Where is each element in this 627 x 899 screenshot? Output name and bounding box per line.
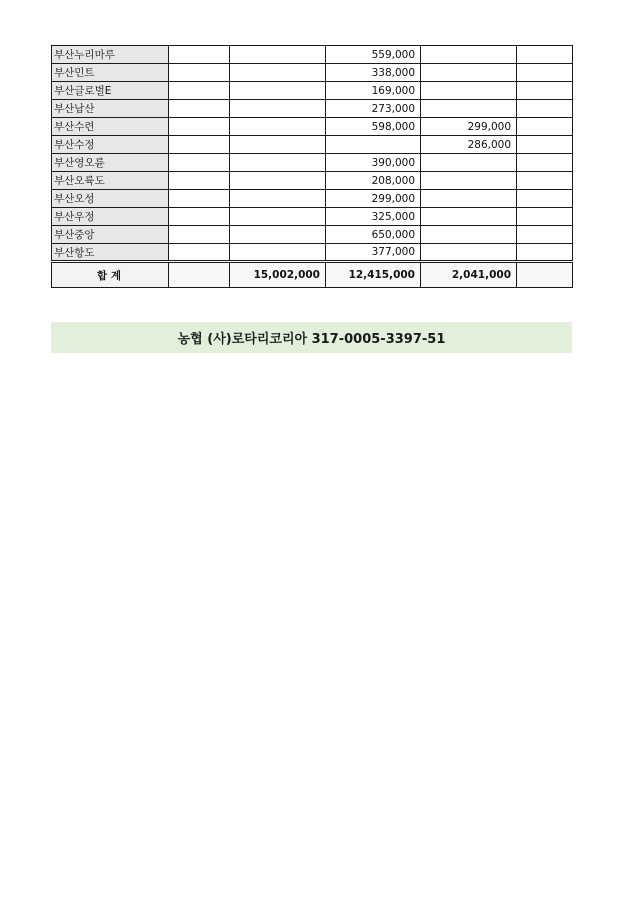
table-row	[52, 208, 573, 226]
amount-cell-c5	[517, 208, 573, 226]
amount-cell-c2	[230, 154, 326, 172]
amount-cell-c1	[169, 190, 230, 208]
amount-cell-c1	[169, 172, 230, 190]
amount-cell-c5	[517, 82, 573, 100]
amount-cell-c5	[517, 136, 573, 154]
amount-cell-c1	[169, 82, 230, 100]
amount-cell-c5	[517, 244, 573, 262]
table-row	[52, 226, 573, 244]
club-name-cell: 부산중앙	[52, 226, 169, 244]
amount-cell-c3: 650,000	[326, 226, 421, 244]
total-col3: 12,415,000	[326, 262, 421, 288]
total-col5	[517, 262, 573, 288]
amount-cell-c5	[517, 154, 573, 172]
total-col4: 2,041,000	[421, 262, 517, 288]
amount-cell-c4	[421, 154, 517, 172]
amount-cell-c5	[517, 172, 573, 190]
club-name-cell: 부산우정	[52, 208, 169, 226]
amount-cell-c4	[421, 190, 517, 208]
amount-cell-c4	[421, 208, 517, 226]
amount-cell-c2	[230, 82, 326, 100]
amount-cell-c4: 299,000	[421, 118, 517, 136]
table-row	[52, 136, 573, 154]
amount-cell-c1	[169, 46, 230, 64]
amount-cell-c3: 273,000	[326, 100, 421, 118]
club-name-cell: 부산수정	[52, 136, 169, 154]
amount-cell-c4	[421, 226, 517, 244]
table-row	[52, 82, 573, 100]
amount-cell-c3: 377,000	[326, 244, 421, 262]
amount-cell-c2	[230, 244, 326, 262]
bank-account-text: 농협 (사)로타리코리아 317-0005-3397-51	[177, 332, 446, 347]
amount-cell-c1	[169, 226, 230, 244]
amount-cell-c1	[169, 100, 230, 118]
amount-cell-c3: 559,000	[326, 46, 421, 64]
amount-cell-c1	[169, 136, 230, 154]
club-name-cell: 부산수련	[52, 118, 169, 136]
amount-cell-c3: 208,000	[326, 172, 421, 190]
amount-cell-c3: 598,000	[326, 118, 421, 136]
club-name-cell: 부산민트	[52, 64, 169, 82]
amount-cell-c1	[169, 64, 230, 82]
amount-cell-c5	[517, 64, 573, 82]
amount-cell-c5	[517, 190, 573, 208]
amount-cell-c5	[517, 118, 573, 136]
total-col2: 15,002,000	[230, 262, 326, 288]
table-row	[52, 118, 573, 136]
club-name-cell: 부산오성	[52, 190, 169, 208]
amount-cell-c4	[421, 64, 517, 82]
amount-cell-c4	[421, 172, 517, 190]
table-row	[52, 154, 573, 172]
amount-cell-c3: 390,000	[326, 154, 421, 172]
amount-cell-c3: 299,000	[326, 190, 421, 208]
amount-cell-c5	[517, 46, 573, 64]
amount-cell-c4	[421, 100, 517, 118]
table-row	[52, 190, 573, 208]
amount-cell-c1	[169, 154, 230, 172]
amount-cell-c1	[169, 118, 230, 136]
amount-cell-c4	[421, 82, 517, 100]
amount-cell-c2	[230, 226, 326, 244]
table-row	[52, 64, 573, 82]
total-label: 합 계	[52, 262, 169, 288]
amount-cell-c2	[230, 118, 326, 136]
amount-cell-c5	[517, 100, 573, 118]
amount-cell-c1	[169, 208, 230, 226]
amount-cell-c2	[230, 136, 326, 154]
amount-cell-c4	[421, 46, 517, 64]
table-row	[52, 172, 573, 190]
table-row	[52, 46, 573, 64]
amount-cell-c3	[326, 136, 421, 154]
amount-cell-c2	[230, 172, 326, 190]
total-col1	[169, 262, 230, 288]
total-row	[52, 262, 573, 288]
amount-cell-c2	[230, 208, 326, 226]
amount-cell-c2	[230, 46, 326, 64]
amount-cell-c1	[169, 244, 230, 262]
amount-cell-c3: 325,000	[326, 208, 421, 226]
amount-cell-c4	[421, 244, 517, 262]
club-name-cell: 부산누리마루	[52, 46, 169, 64]
bank-account-banner	[51, 322, 572, 353]
amount-cell-c5	[517, 226, 573, 244]
amount-cell-c3: 169,000	[326, 82, 421, 100]
club-name-cell: 부산오륙도	[52, 172, 169, 190]
table-row	[52, 244, 573, 262]
club-name-cell: 부산항도	[52, 244, 169, 262]
club-payment-table	[51, 45, 573, 288]
club-name-cell: 부산영오륜	[52, 154, 169, 172]
amount-cell-c4: 286,000	[421, 136, 517, 154]
amount-cell-c3: 338,000	[326, 64, 421, 82]
club-name-cell: 부산글로벌E	[52, 82, 169, 100]
table-row	[52, 100, 573, 118]
amount-cell-c2	[230, 100, 326, 118]
amount-cell-c2	[230, 64, 326, 82]
amount-cell-c2	[230, 190, 326, 208]
table-body	[52, 46, 573, 262]
club-name-cell: 부산남산	[52, 100, 169, 118]
